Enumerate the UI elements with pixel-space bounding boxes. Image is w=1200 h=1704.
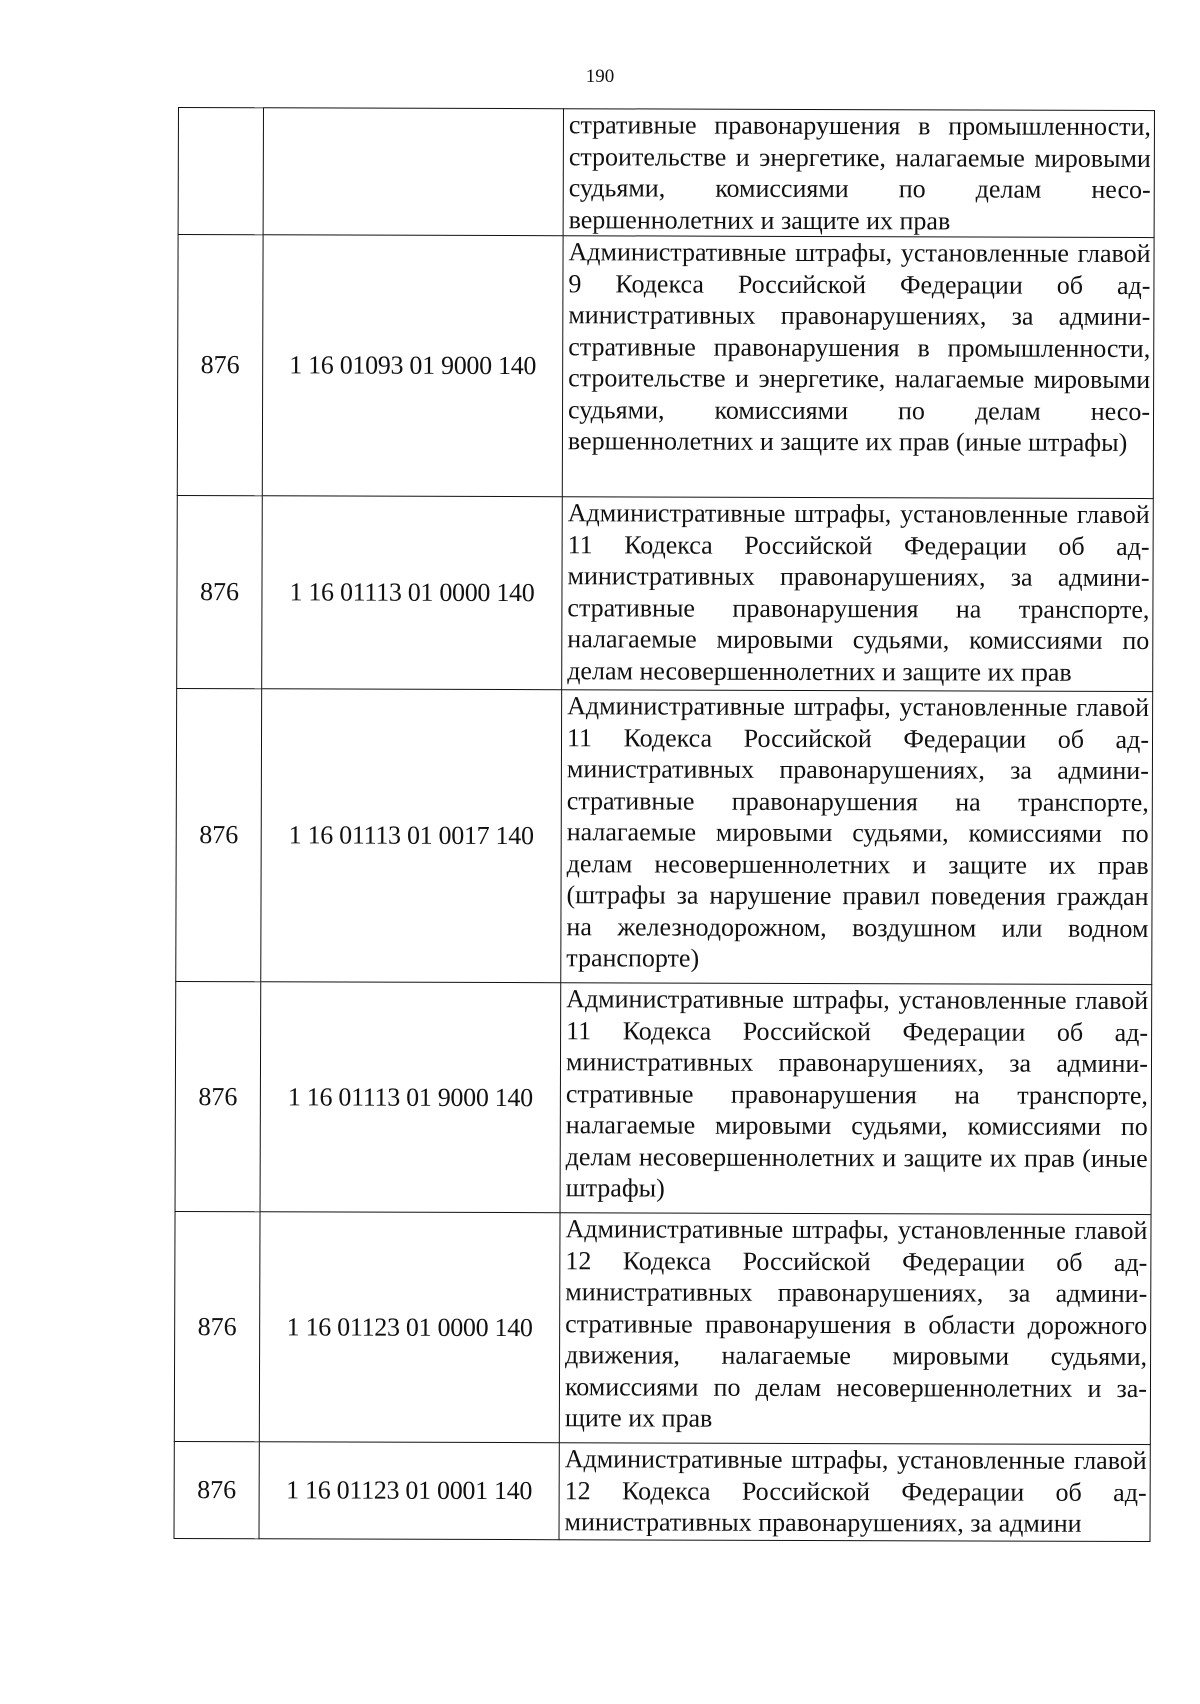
budget-code-cell: 1 16 01113 01 9000 140 <box>260 982 561 1213</box>
admin-code-cell: 876 <box>174 1211 260 1441</box>
table-row <box>176 688 1153 984</box>
budget-codes-table <box>174 107 1155 1542</box>
description-cell <box>560 983 1152 1215</box>
admin-code-cell: 876 <box>177 235 263 496</box>
table-row <box>175 981 1152 1214</box>
description-cell <box>562 236 1154 499</box>
admin-code-cell: 876 <box>175 981 261 1211</box>
description-text: Административные штрафы, установленные главой 12 Кодекса Российской Федерации об административных правонарушениях, за административные правонарушения в области дорожного движения, налагаемые мировыми судьями, комиссиями по делам несовершеннолетних и защите их прав <box>564 1214 1148 1433</box>
admin-code-cell: 876 <box>174 1441 259 1538</box>
budget-code-cell: 1 16 01123 01 0000 140 <box>259 1212 560 1443</box>
description-text: Административные штрафы, установленные главой 9 Кодекса Российской Федерации об административных правонарушениях, за административные правонарушения в промышленности, строительстве и энергетике, налагаемые мировыми судьями, комиссиями по делам несовершеннолетних и защите их прав (иные штрафы) <box>567 237 1151 457</box>
budget-code-cell: 1 16 01113 01 0000 140 <box>262 496 563 690</box>
table-row <box>177 495 1154 691</box>
admin-code-cell <box>178 108 263 235</box>
page-number: 190 <box>585 66 615 87</box>
table-row <box>174 1441 1150 1541</box>
description-text: Административные штрафы, установленные главой 12 Кодекса Российской Федерации об административных правонарушениях, за админи <box>564 1444 1147 1538</box>
description-cell <box>559 1213 1151 1445</box>
admin-code-cell: 876 <box>176 688 262 981</box>
description-cell <box>562 497 1154 692</box>
budget-code-cell: 1 16 01113 01 0017 140 <box>261 689 562 983</box>
description-text: стративные правонарушения в промышленности, строительстве и энергетике, налагаемые мировыми судьями, комиссиями по делам несовершеннолетних и защите их прав <box>568 110 1151 235</box>
description-text: Административные штрафы, установленные главой 11 Кодекса Российской Федерации об административных правонарушениях, за административные правонарушения на транспорте, налагаемые мировыми судьями, комиссиями по делам несовершеннолетних и защите их прав (штрафы за нарушение правил поведения граждан на железнодорожном, воздушном или водном транспорте) <box>566 691 1150 973</box>
table-row <box>177 235 1154 499</box>
budget-code-cell: 1 16 01093 01 9000 140 <box>262 235 563 497</box>
description-text: Административные штрафы, установленные главой 11 Кодекса Российской Федерации об административных правонарушениях, за административные правонарушения на транспорте, налагаемые мировыми судьями, комиссиями по делам несовершеннолетних и защите их прав <box>567 498 1150 687</box>
budget-code-cell <box>263 108 563 236</box>
table-row <box>178 108 1154 238</box>
description-cell <box>559 1443 1150 1542</box>
admin-code-cell: 876 <box>177 495 263 688</box>
table-row <box>174 1211 1151 1444</box>
budget-code-cell: 1 16 01123 01 0001 140 <box>259 1442 559 1540</box>
description-cell <box>561 690 1153 985</box>
description-text: Административные штрафы, установленные главой 11 Кодекса Российской Федерации об административных правонарушениях, за административные правонарушения на транспорте, налагаемые мировыми судьями, комиссиями по делам несовершеннолетних и защите их прав (иные штрафы) <box>565 984 1149 1203</box>
description-cell <box>563 109 1154 238</box>
